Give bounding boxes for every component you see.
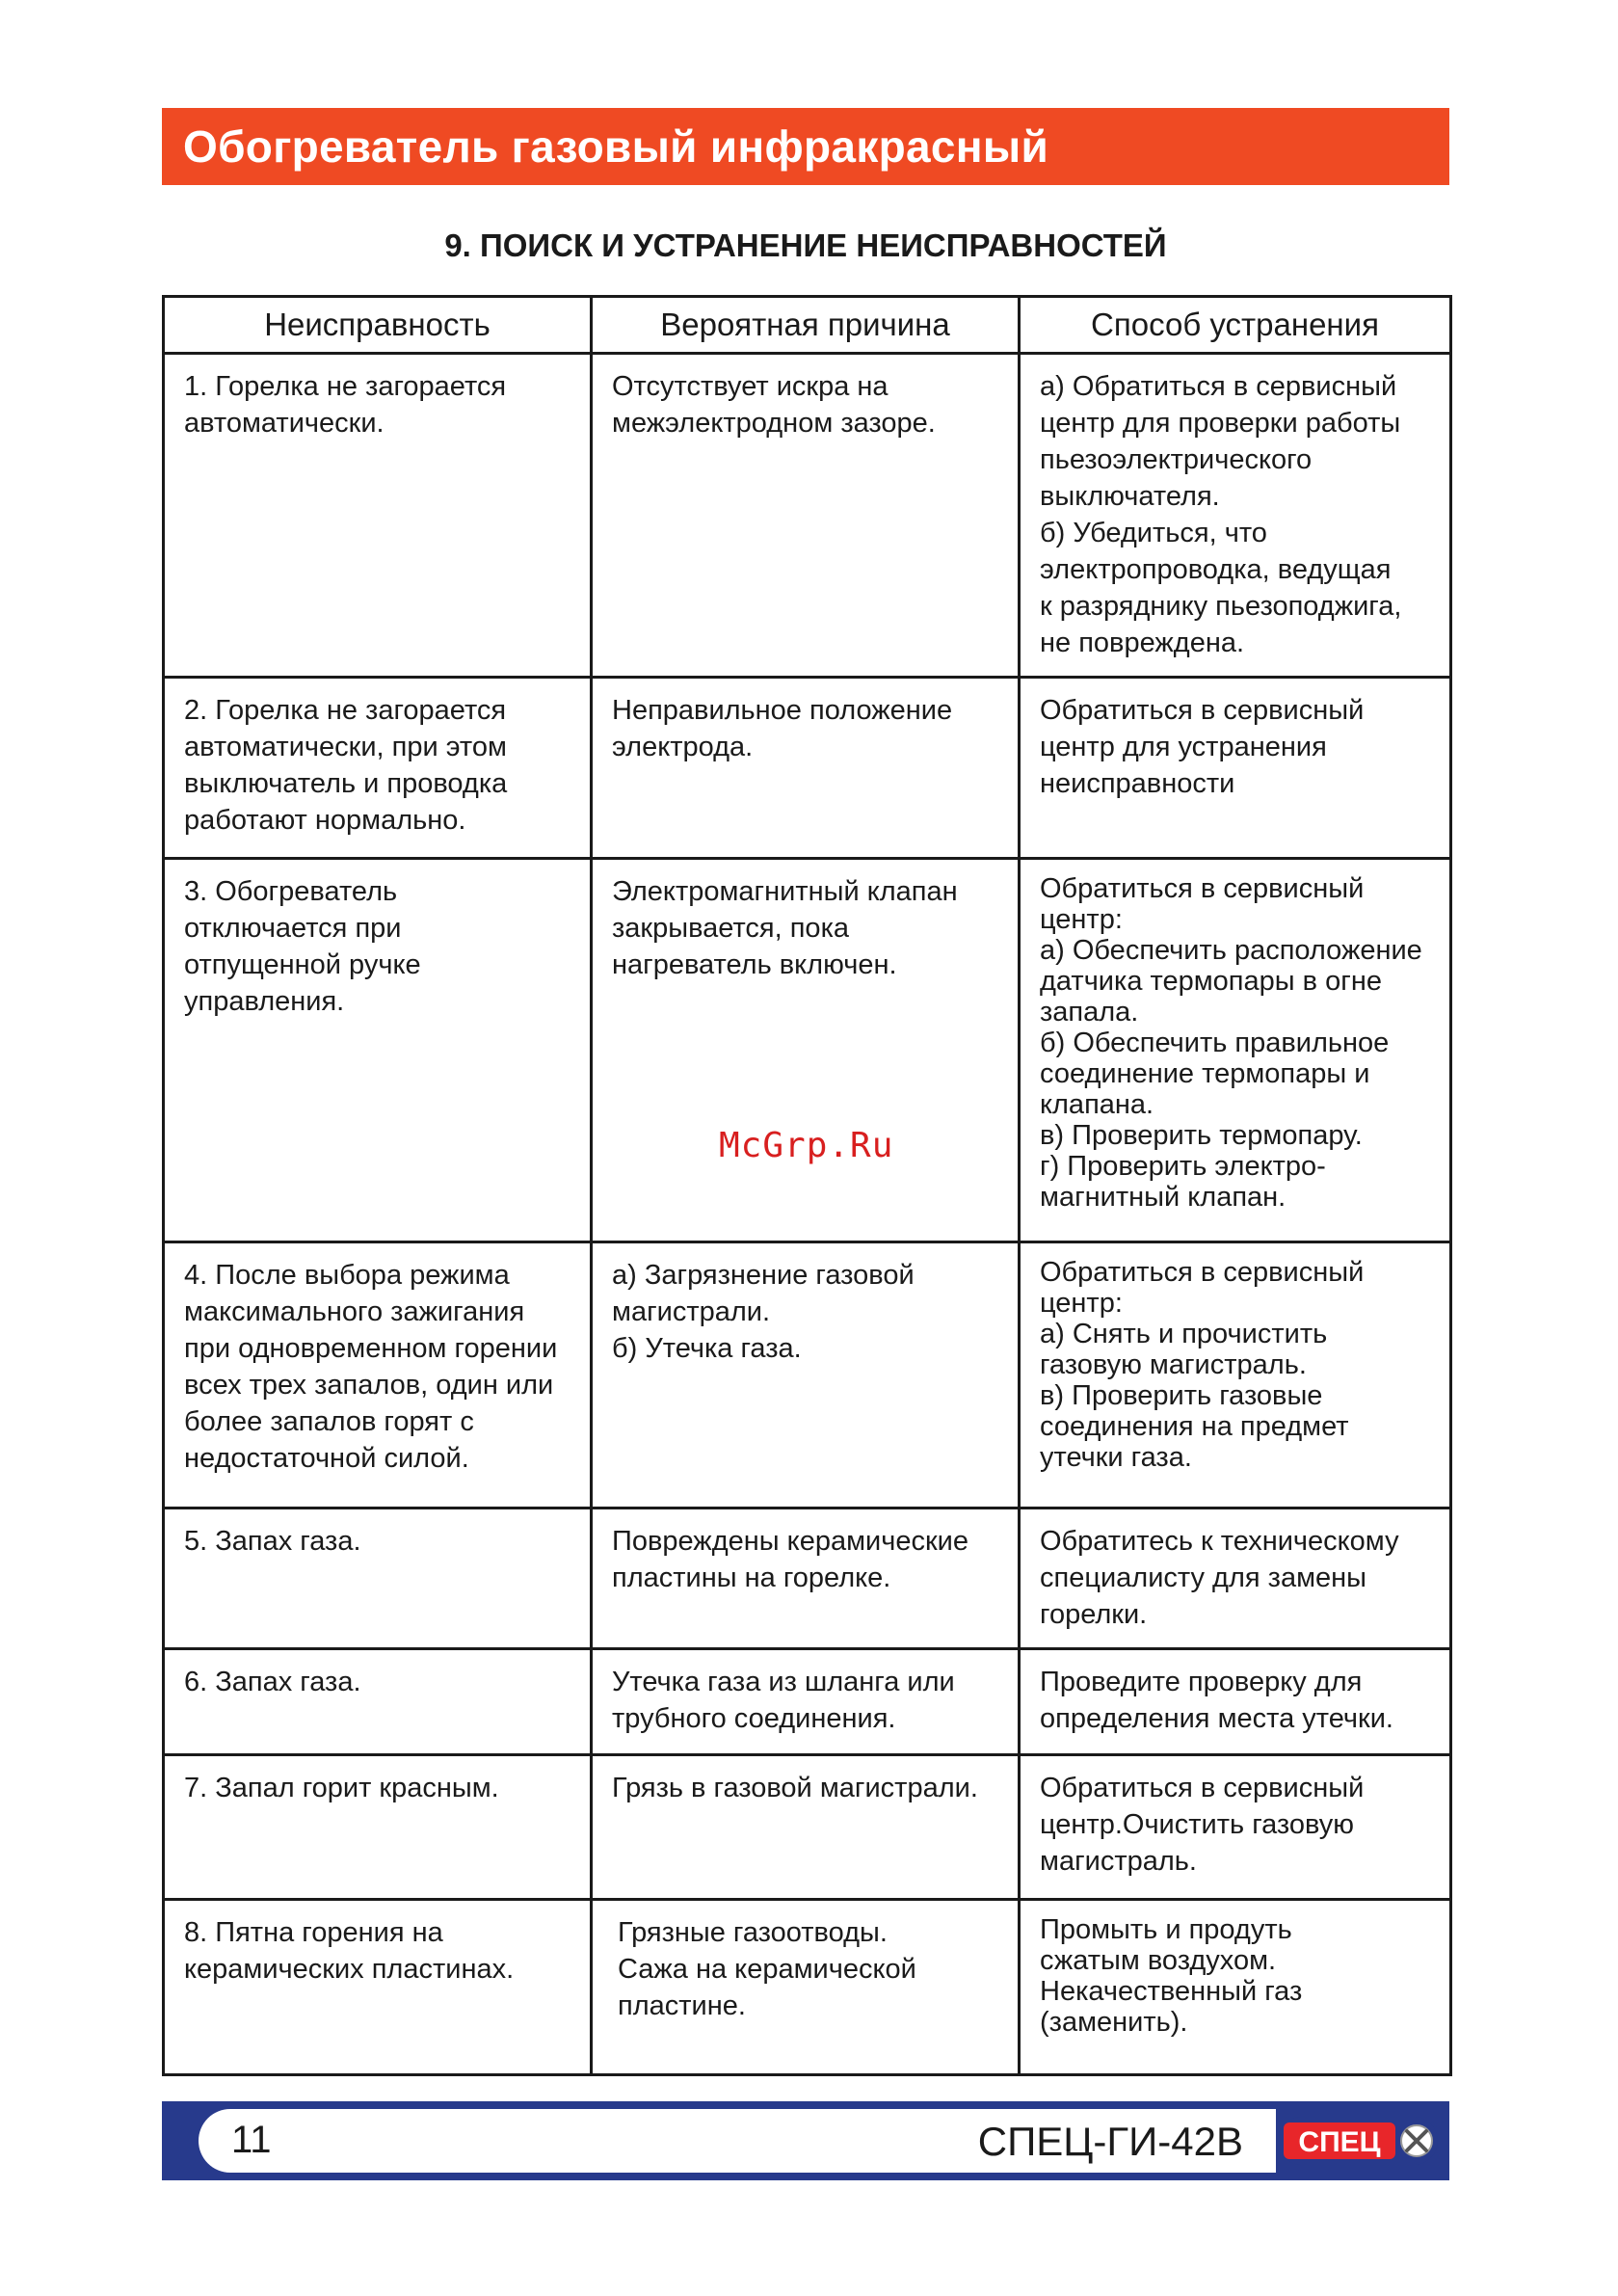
fault-cell: 1. Горелка не загорается автоматически.: [164, 354, 592, 678]
remedy-cell: Обратитесь к техническому специалисту для замены горелки.: [1020, 1508, 1451, 1649]
header-fault: Неисправность: [164, 297, 592, 354]
cause-cell: а) Загрязнение газовой магистрали. б) Утечка газа.: [592, 1242, 1020, 1508]
remedy-cell: Промыть и продуть сжатым воздухом. Некачественный газ (заменить).: [1020, 1900, 1451, 2075]
header-remedy: Способ устранения: [1020, 297, 1451, 354]
remedy-cell: Обратиться в сервисный центр: а) Обеспечить расположение датчика термопары в огне запала. б) Обеспечить правильное соединение термопары и клапана. в) Проверить термопару. г) Проверить электро- магнитный клапан.: [1020, 859, 1451, 1242]
cause-cell: Электромагнитный клапан закрывается, пока нагреватель включен.: [592, 859, 1020, 1242]
cause-cell: Неправильное положение электрода.: [592, 678, 1020, 859]
troubleshooting-table: [162, 295, 1452, 2076]
logo-text: СПЕЦ: [1298, 2126, 1381, 2158]
fault-cell: 2. Горелка не загорается автоматически, при этом выключатель и проводка работают нормально.: [164, 678, 592, 859]
remedy-cell: Обратиться в сервисный центр: а) Снять и прочистить газовую магистраль. в) Проверить газовые соединения на предмет утечки газа.: [1020, 1242, 1451, 1508]
remedy-cell: Обратиться в сервисный центр.Очистить газовую магистраль.: [1020, 1755, 1451, 1900]
fault-cell: 8. Пятна горения на керамических пластинах.: [164, 1900, 592, 2075]
brand-logo: [1276, 2111, 1440, 2171]
remedy-cell: а) Обратиться в сервисный центр для проверки работы пьезоэлектрического выключателя. б) Убедиться, что электропроводка, ведущая к разряднику пьезоподжига, не повреждена.: [1020, 354, 1451, 678]
table-row: [164, 859, 1451, 1242]
document-header: [162, 108, 1449, 185]
table-row: [164, 1242, 1451, 1508]
section-title: 9. ПОИСК И УСТРАНЕНИЕ НЕИСПРАВНОСТЕЙ: [444, 227, 1167, 263]
cause-cell: Повреждены керамические пластины на горелке.: [592, 1508, 1020, 1649]
table-row: [164, 354, 1451, 678]
fault-cell: 3. Обогреватель отключается при отпущенной ручке управления.: [164, 859, 592, 1242]
cause-cell: Грязные газоотводы. Сажа на керамической пластине.: [592, 1900, 1020, 2075]
table-header-row: [164, 297, 1451, 354]
table-row: [164, 1900, 1451, 2075]
fault-cell: 7. Запал горит красным.: [164, 1755, 592, 1900]
header-cause: Вероятная причина: [592, 297, 1020, 354]
table-row: [164, 678, 1451, 859]
fault-cell: 4. После выбора режима максимального зажигания при одновременном горении всех трех запалов, один или более запалов горят с недостаточной силой.: [164, 1242, 592, 1508]
table-row: [164, 1508, 1451, 1649]
cause-cell: Утечка газа из шланга или трубного соединения.: [592, 1649, 1020, 1755]
cause-cell: Грязь в газовой магистрали.: [592, 1755, 1020, 1900]
fault-cell: 5. Запах газа.: [164, 1508, 592, 1649]
table-row: [164, 1649, 1451, 1755]
cause-cell: Отсутствует искра на межэлектродном зазоре.: [592, 354, 1020, 678]
document-title: Обогреватель газовый инфракрасный: [183, 121, 1049, 172]
remedy-cell: Проведите проверку для определения места утечки.: [1020, 1649, 1451, 1755]
fault-cell: 6. Запах газа.: [164, 1649, 592, 1755]
watermark: McGrp.Ru: [719, 1126, 894, 1165]
page-number: 11: [231, 2119, 272, 2161]
table-row: [164, 1755, 1451, 1900]
remedy-cell: Обратиться в сервисный центр для устранения неисправности: [1020, 678, 1451, 859]
model-name: СПЕЦ-ГИ-42В: [977, 2119, 1243, 2164]
